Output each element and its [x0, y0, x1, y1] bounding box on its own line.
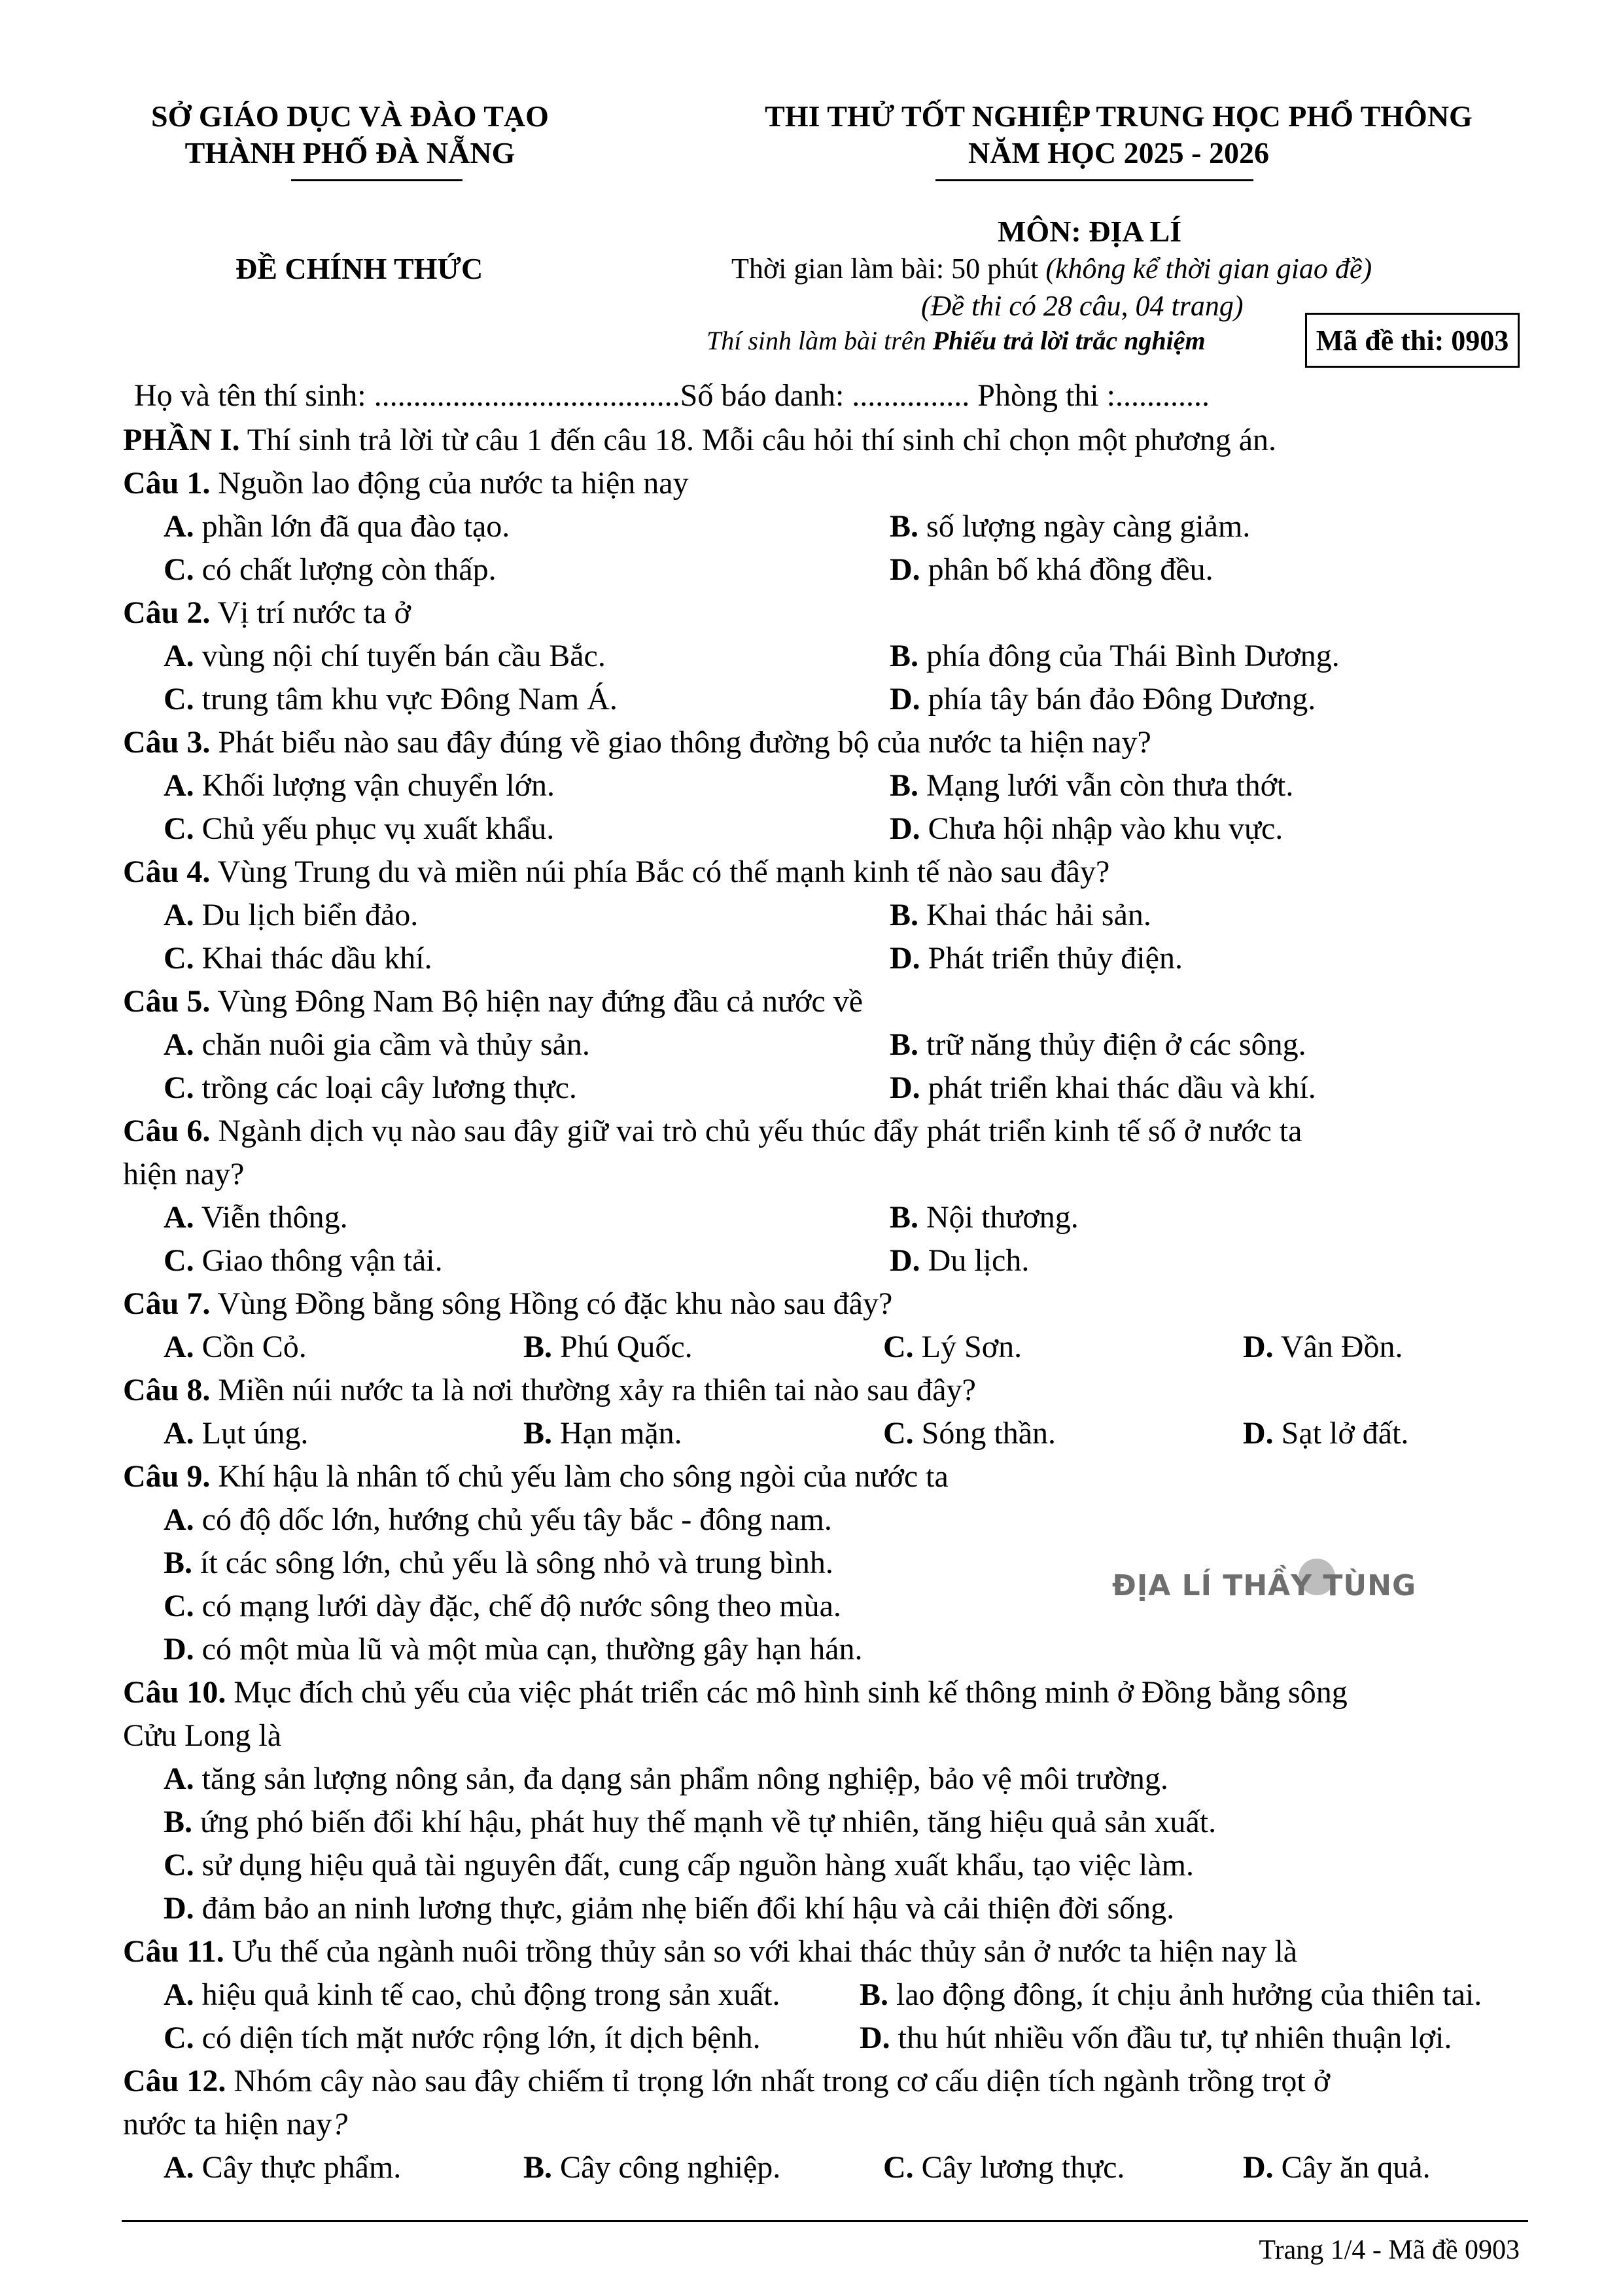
- question-7-option-c: [883, 1326, 1022, 1369]
- question-10-option-a-text: tăng sản lượng nông sản, đa dạng sản phẩm nông nghiệp, bảo vệ môi trường.: [194, 1761, 1168, 1796]
- question-12-option-c-letter: C.: [883, 2150, 914, 2185]
- question-1-option-a-letter: A.: [164, 509, 194, 544]
- question-11-option-d-text: thu hút nhiều vốn đầu tư, tự nhiên thuận lợi.: [890, 2021, 1452, 2055]
- question-5-option-a-text: chăn nuôi gia cầm và thủy sản.: [194, 1027, 590, 1062]
- question-11-option-a: [164, 1973, 780, 2017]
- question-4-option-c-letter: C.: [164, 941, 194, 976]
- question-12-option-b-text: Cây công nghiệp.: [552, 2150, 781, 2185]
- question-5-option-b-text: trữ năng thủy điện ở các sông.: [918, 1027, 1306, 1062]
- question-6-label: Câu 6.: [123, 1114, 211, 1148]
- question-5-option-b-letter: B.: [890, 1027, 919, 1062]
- question-4-option-a-letter: A.: [164, 898, 194, 932]
- question-1-option-d-letter: D.: [890, 552, 920, 587]
- question-11-option-row: [123, 1973, 1556, 2017]
- question-12-option-d-letter: D.: [1243, 2150, 1274, 2185]
- question-5-option-c-letter: C.: [164, 1070, 194, 1105]
- question-4-option-b-text: Khai thác hải sản.: [918, 898, 1151, 932]
- question-5-option-c: [164, 1067, 577, 1110]
- question-8-option-d-letter: D.: [1243, 1416, 1274, 1451]
- question-1-option-d: [890, 548, 1213, 592]
- question-7-option-c-letter: C.: [883, 1330, 914, 1364]
- question-body: [123, 419, 1556, 2189]
- official-label: ĐỀ CHÍNH THỨC: [236, 252, 483, 285]
- question-12-text-tail: ?: [332, 2107, 348, 2142]
- question-1-option-b: [890, 505, 1250, 548]
- question-3-text: Phát biểu nào sau đây đúng về giao thông đường bộ của nước ta hiện nay?: [210, 725, 1151, 760]
- question-10-option-row: [123, 1887, 1556, 1930]
- question-11-option-b-text: lao động đông, ít chịu ảnh hưởng của thiên tai.: [888, 1977, 1482, 2012]
- question-3-option-a-text: Khối lượng vận chuyển lớn.: [194, 768, 555, 803]
- question-4-text: Vùng Trung du và miền núi phía Bắc có thế mạnh kinh tế nào sau đây?: [210, 855, 1110, 889]
- question-9-option-c-letter: C.: [164, 1589, 194, 1623]
- question-11-option-a-letter: A.: [164, 1977, 194, 2012]
- question-10-option-c-letter: C.: [164, 1848, 194, 1882]
- question-10-option-c-text: sử dụng hiệu quả tài nguyên đất, cung cấp nguồn hàng xuất khẩu, tạo việc làm.: [194, 1848, 1194, 1882]
- question-8-option-a: [164, 1412, 308, 1455]
- question-9-option-row: [123, 1628, 1556, 1671]
- question-6-option-a: [164, 1196, 348, 1239]
- part-1-label: PHẦN I.: [123, 423, 240, 457]
- question-9-option-d: [164, 1632, 863, 1667]
- question-11-option-row: [123, 2017, 1556, 2060]
- question-8-option-b-letter: B.: [523, 1416, 553, 1451]
- question-7-option-c-text: Lý Sơn.: [913, 1330, 1022, 1364]
- question-6-option-a-letter: A.: [164, 1200, 194, 1235]
- question-10-option-row: [123, 1801, 1556, 1844]
- question-12-stem: [123, 2060, 1556, 2103]
- question-7-option-b-text: Phú Quốc.: [552, 1330, 693, 1364]
- pages-note: (Đề thi có 28 câu, 04 trang): [921, 290, 1244, 322]
- sheet-prefix: Thí sinh làm bài trên: [707, 326, 933, 355]
- question-7-option-a-text: Cồn Cỏ.: [194, 1330, 307, 1364]
- question-8-stem: [123, 1369, 1556, 1412]
- question-5-option-row: [123, 1023, 1556, 1067]
- question-3-option-c-text: Chủ yếu phục vụ xuất khẩu.: [194, 811, 555, 846]
- question-8-option-b: [523, 1412, 682, 1455]
- question-3-option-row: [123, 807, 1556, 851]
- question-4-option-a-text: Du lịch biển đảo.: [194, 898, 419, 932]
- question-9-option-c: [164, 1589, 841, 1623]
- question-6-option-b: [890, 1196, 1079, 1239]
- question-3-option-d-letter: D.: [890, 811, 920, 846]
- question-8-option-d-text: Sạt lở đất.: [1273, 1416, 1409, 1451]
- question-2-option-b-letter: B.: [890, 639, 919, 673]
- question-10-text-2: Cửu Long là: [123, 1718, 281, 1753]
- question-7-option-b: [523, 1326, 693, 1369]
- question-12-text-2: nước ta hiện nay: [123, 2107, 332, 2142]
- question-1-label: Câu 1.: [123, 466, 211, 501]
- question-4-option-row: [123, 937, 1556, 980]
- question-1-option-row: [123, 505, 1556, 548]
- exam-underline: [935, 179, 1253, 181]
- question-5-option-d-text: phát triển khai thác dầu và khí.: [920, 1070, 1316, 1105]
- question-1-option-d-text: phân bố khá đồng đều.: [920, 552, 1213, 587]
- question-12-option-b: [523, 2146, 780, 2189]
- question-8-option-b-text: Hạn mặn.: [552, 1416, 682, 1451]
- question-9-option-b: [164, 1545, 833, 1580]
- question-1-option-b-text: số lượng ngày càng giảm.: [918, 509, 1251, 544]
- question-7-option-b-letter: B.: [523, 1330, 553, 1364]
- question-9-option-a-text: có độ dốc lớn, hướng chủ yếu tây bắc - đông nam.: [194, 1502, 832, 1537]
- page-footer: Trang 1/4 - Mã đề 0903: [1259, 2235, 1520, 2265]
- question-8-option-c: [883, 1412, 1056, 1455]
- question-1-option-row: [123, 548, 1556, 592]
- exam-line-1: THI THỬ TỐT NGHIỆP TRUNG HỌC PHỔ THÔNG: [765, 99, 1473, 133]
- question-3-option-b-text: Mạng lưới vẫn còn thưa thớt.: [918, 768, 1294, 803]
- question-4-option-row: [123, 894, 1556, 937]
- question-7-option-d: [1243, 1326, 1403, 1369]
- question-10-option-d-text: đảm bảo an ninh lương thực, giảm nhẹ biến đổi khí hậu và cải thiện đời sống.: [194, 1891, 1175, 1926]
- question-3-option-row: [123, 764, 1556, 807]
- question-8-option-c-text: Sóng thần.: [913, 1416, 1056, 1451]
- question-12-label: Câu 12.: [123, 2064, 226, 2098]
- question-2-option-a: [164, 635, 606, 678]
- question-3-option-c: [164, 807, 554, 851]
- question-9-option-b-text: ít các sông lớn, chủ yếu là sông nhỏ và trung bình.: [192, 1545, 833, 1580]
- question-2-option-row: [123, 635, 1556, 678]
- question-11-option-d: [860, 2017, 1452, 2060]
- question-6-option-d-letter: D.: [890, 1243, 920, 1278]
- question-10-label: Câu 10.: [123, 1675, 226, 1710]
- question-2-option-c-text: trung tâm khu vực Đông Nam Á.: [194, 682, 618, 716]
- question-4-label: Câu 4.: [123, 855, 211, 889]
- question-11-option-b: [860, 1973, 1482, 2017]
- question-7-option-d-text: Vân Đồn.: [1273, 1330, 1403, 1364]
- question-12-option-c: [883, 2146, 1125, 2189]
- question-11-option-c-letter: C.: [164, 2021, 194, 2055]
- question-11-stem: [123, 1930, 1556, 1973]
- question-2-option-b-text: phía đông của Thái Bình Dương.: [918, 639, 1340, 673]
- question-7-stem: [123, 1282, 1556, 1326]
- answer-sheet-note: [707, 325, 1206, 356]
- question-9-text: Khí hậu là nhân tố chủ yếu làm cho sông ngòi của nước ta: [210, 1459, 949, 1494]
- question-3-option-b-letter: B.: [890, 768, 919, 803]
- question-9-option-row: [123, 1498, 1556, 1542]
- question-8-label: Câu 8.: [123, 1373, 211, 1407]
- question-8-option-a-letter: A.: [164, 1416, 194, 1451]
- question-4-stem: [123, 851, 1556, 894]
- question-4-option-d: [890, 937, 1183, 980]
- question-10-option-b-letter: B.: [164, 1805, 193, 1839]
- question-3-option-c-letter: C.: [164, 811, 194, 846]
- question-10-stem-continued: [123, 1714, 1556, 1757]
- question-12-option-c-text: Cây lương thực.: [913, 2150, 1125, 2185]
- question-1-option-c: [164, 548, 497, 592]
- question-11-text: Ưu thế của ngành nuôi trồng thủy sản so với khai thác thủy sản ở nước ta hiện nay là: [224, 1934, 1298, 1969]
- question-3-label: Câu 3.: [123, 725, 211, 760]
- question-7-option-d-letter: D.: [1243, 1330, 1274, 1364]
- question-9-option-d-text: có một mùa lũ và một mùa cạn, thường gây hạn hán.: [194, 1632, 863, 1667]
- question-6-option-a-text: Viễn thông.: [194, 1200, 348, 1235]
- question-5-option-d-letter: D.: [890, 1070, 920, 1105]
- time-note: (không kể thời gian giao đề): [1045, 253, 1372, 285]
- question-8-option-c-letter: C.: [883, 1416, 914, 1451]
- question-12-option-a: [164, 2146, 401, 2189]
- question-2-stem: [123, 592, 1556, 635]
- question-8-text: Miền núi nước ta là nơi thường xảy ra thiên tai nào sau đây?: [210, 1373, 976, 1407]
- question-9-option-a-letter: A.: [164, 1502, 194, 1537]
- question-4-option-a: [164, 894, 418, 937]
- subject-title: MÔN: ĐỊA LÍ: [998, 215, 1182, 248]
- question-2-option-c-letter: C.: [164, 682, 194, 716]
- question-9-stem: [123, 1455, 1556, 1498]
- question-2-option-a-text: vùng nội chí tuyến bán cầu Bắc.: [194, 639, 606, 673]
- question-4-option-c-text: Khai thác dầu khí.: [194, 941, 432, 976]
- question-2-option-d: [890, 678, 1316, 721]
- question-1-option-c-letter: C.: [164, 552, 194, 587]
- question-4-option-d-letter: D.: [890, 941, 920, 976]
- question-7-label: Câu 7.: [123, 1286, 211, 1321]
- question-5-label: Câu 5.: [123, 984, 211, 1019]
- question-6-option-d-text: Du lịch.: [920, 1243, 1030, 1278]
- part-1-text: Thí sinh trả lời từ câu 1 đến câu 18. Mỗi câu hỏi thí sinh chỉ chọn một phương án.: [239, 423, 1276, 457]
- question-3-stem: [123, 721, 1556, 764]
- student-info-line: Họ và tên thí sinh: .......................................Số báo danh: ............... Phòng thi :............: [134, 378, 1210, 413]
- question-10-option-a-letter: A.: [164, 1761, 194, 1796]
- question-6-option-b-text: Nội thương.: [918, 1200, 1079, 1235]
- question-9-option-d-letter: D.: [164, 1632, 194, 1667]
- question-6-option-c: [164, 1239, 443, 1282]
- question-7-option-a: [164, 1326, 307, 1369]
- sheet-bold: Phiếu trả lời trắc nghiệm: [932, 326, 1206, 355]
- time-label: Thời gian làm bài: 50 phút: [731, 253, 1046, 285]
- question-12-option-b-letter: B.: [523, 2150, 553, 2185]
- question-10-option-d-letter: D.: [164, 1891, 194, 1926]
- question-9-label: Câu 9.: [123, 1459, 211, 1494]
- question-10-option-a: [164, 1761, 1168, 1796]
- question-12-option-d: [1243, 2146, 1431, 2189]
- question-8-option-d: [1243, 1412, 1408, 1455]
- department-underline: [291, 179, 462, 181]
- question-6-text-2: hiện nay?: [123, 1157, 245, 1192]
- question-2-option-row: [123, 678, 1556, 721]
- question-12-option-a-text: Cây thực phẩm.: [194, 2150, 402, 2185]
- question-10-option-row: [123, 1844, 1556, 1887]
- question-6-option-row: [123, 1196, 1556, 1239]
- question-6-option-d: [890, 1239, 1029, 1282]
- question-10-option-d: [164, 1891, 1174, 1926]
- question-9-option-a: [164, 1502, 832, 1537]
- question-3-option-d: [890, 807, 1283, 851]
- question-9-option-b-letter: B.: [164, 1545, 193, 1580]
- question-6-option-row: [123, 1239, 1556, 1282]
- question-12-text: Nhóm cây nào sau đây chiếm tỉ trọng lớn nhất trong cơ cấu diện tích ngành trồng trọt ở: [226, 2064, 1331, 2098]
- question-5-option-d: [890, 1067, 1316, 1110]
- question-6-text: Ngành dịch vụ nào sau đây giữ vai trò chủ yếu thúc đẩy phát triển kinh tế số ở nước ta: [210, 1114, 1302, 1148]
- question-2-option-b: [890, 635, 1340, 678]
- question-2-option-a-letter: A.: [164, 639, 194, 673]
- question-11-option-d-letter: D.: [860, 2021, 890, 2055]
- question-5-option-a: [164, 1023, 590, 1067]
- question-3-option-d-text: Chưa hội nhập vào khu vực.: [920, 811, 1283, 846]
- question-12-option-d-text: Cây ăn quả.: [1273, 2150, 1431, 2185]
- department-line-1: SỞ GIÁO DỤC VÀ ĐÀO TẠO: [151, 99, 549, 133]
- question-5-text: Vùng Đông Nam Bộ hiện nay đứng đầu cả nước về: [210, 984, 864, 1019]
- question-3-option-a-letter: A.: [164, 768, 194, 803]
- question-9-option-c-text: có mạng lưới dày đặc, chế độ nước sông theo mùa.: [194, 1589, 841, 1623]
- time-allowed: [731, 252, 1372, 285]
- question-12-stem-continued: [123, 2103, 1556, 2146]
- question-5-stem: [123, 980, 1556, 1023]
- question-6-stem-continued: [123, 1153, 1556, 1196]
- question-4-option-b: [890, 894, 1151, 937]
- question-2-option-c: [164, 678, 618, 721]
- question-8-option-a-text: Lụt úng.: [194, 1416, 309, 1451]
- question-5-option-b: [890, 1023, 1306, 1067]
- exam-line-2: NĂM HỌC 2025 - 2026: [968, 136, 1269, 169]
- question-5-option-c-text: trồng các loại cây lương thực.: [194, 1070, 577, 1105]
- department-heading: [111, 98, 589, 171]
- question-5-option-row: [123, 1067, 1556, 1110]
- question-7-text: Vùng Đồng bằng sông Hồng có đặc khu nào sau đây?: [210, 1286, 893, 1321]
- question-11-option-c: [164, 2017, 761, 2060]
- question-6-option-b-letter: B.: [890, 1200, 919, 1235]
- question-10-option-row: [123, 1757, 1556, 1801]
- question-1-option-b-letter: B.: [890, 509, 919, 544]
- question-2-option-d-text: phía tây bán đảo Đông Dương.: [920, 682, 1316, 716]
- question-6-option-c-letter: C.: [164, 1243, 194, 1278]
- question-2-label: Câu 2.: [123, 595, 211, 630]
- question-3-option-a: [164, 764, 555, 807]
- question-8-option-row: [123, 1412, 1556, 1455]
- question-7-option-row: [123, 1326, 1556, 1369]
- footer-divider: [122, 2220, 1528, 2222]
- exam-heading: [693, 98, 1544, 171]
- exam-code-box: Mã đề thi: 0903: [1305, 313, 1520, 368]
- question-11-option-a-text: hiệu quả kinh tế cao, chủ động trong sản xuất.: [194, 1977, 780, 2012]
- question-10-option-b: [164, 1805, 1216, 1839]
- question-3-option-b: [890, 764, 1293, 807]
- question-6-option-c-text: Giao thông vận tải.: [194, 1243, 443, 1278]
- question-6-stem: [123, 1110, 1556, 1153]
- question-2-text: Vị trí nước ta ở: [210, 595, 411, 630]
- question-1-option-c-text: có chất lượng còn thấp.: [194, 552, 497, 587]
- part-1-instruction: [123, 419, 1556, 462]
- question-10-text: Mục đích chủ yếu của việc phát triển các mô hình sinh kế thông minh ở Đồng bằng sông: [226, 1675, 1348, 1710]
- question-1-text: Nguồn lao động của nước ta hiện nay: [210, 466, 689, 501]
- question-12-option-row: [123, 2146, 1556, 2189]
- question-7-option-a-letter: A.: [164, 1330, 194, 1364]
- question-4-option-b-letter: B.: [890, 898, 919, 932]
- question-12-option-a-letter: A.: [164, 2150, 194, 2185]
- question-1-option-a: [164, 505, 510, 548]
- question-11-label: Câu 11.: [123, 1934, 224, 1969]
- watermark-logo: ĐỊA LÍ THẦY TÙNG: [1112, 1569, 1417, 1602]
- question-5-option-a-letter: A.: [164, 1027, 194, 1062]
- question-2-option-d-letter: D.: [890, 682, 920, 716]
- question-4-option-d-text: Phát triển thủy điện.: [920, 941, 1183, 976]
- question-4-option-c: [164, 937, 432, 980]
- question-1-option-a-text: phần lớn đã qua đào tạo.: [194, 509, 510, 544]
- question-10-option-b-text: ứng phó biến đổi khí hậu, phát huy thế mạnh về tự nhiên, tăng hiệu quả sản xuất.: [192, 1805, 1217, 1839]
- question-11-option-c-text: có diện tích mặt nước rộng lớn, ít dịch bệnh.: [194, 2021, 761, 2055]
- department-line-2: THÀNH PHỐ ĐÀ NẴNG: [184, 136, 515, 169]
- question-10-option-c: [164, 1848, 1194, 1882]
- question-11-option-b-letter: B.: [860, 1977, 889, 2012]
- question-10-stem: [123, 1671, 1556, 1714]
- question-1-stem: [123, 462, 1556, 505]
